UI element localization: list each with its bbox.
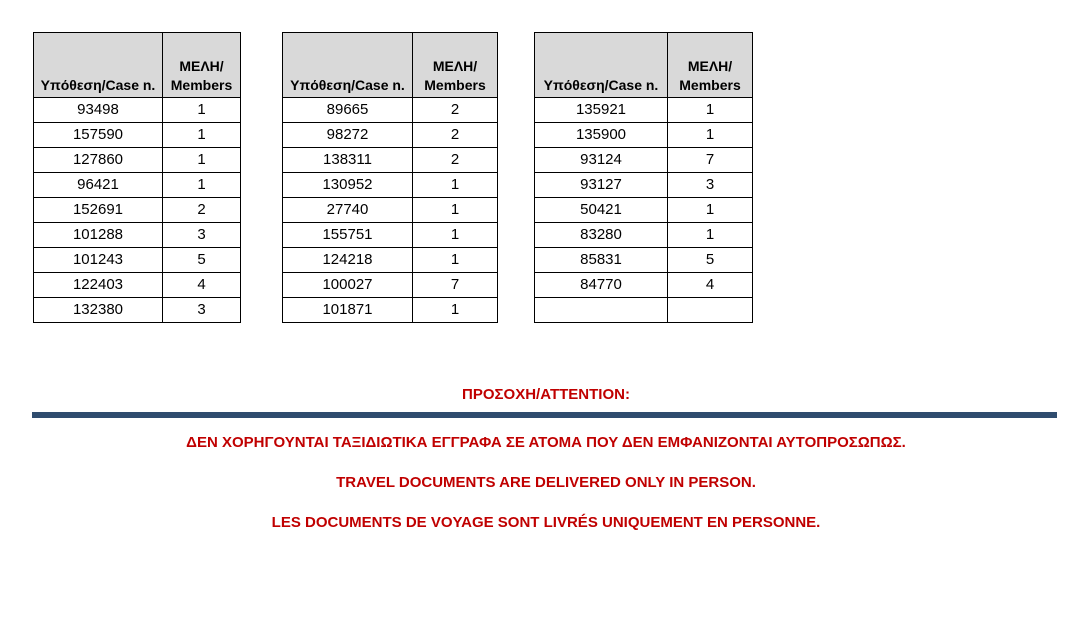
table-row [535,198,753,223]
table-row [34,123,241,148]
members-header-line2: Members [679,77,741,93]
members-header [413,33,498,98]
notice-french: LES DOCUMENTS DE VOYAGE SONT LIVRÉS UNIQUEMENT EN PERSONNE. [271,514,821,531]
table-row [34,248,241,273]
table-row [283,298,498,323]
case-number-cell: 93498 [34,98,163,123]
members-header-line1: ΜΕΛΗ/ [687,58,733,74]
case-number-cell: 135900 [535,123,668,148]
table-row [283,248,498,273]
table-row [34,198,241,223]
members-cell: 3 [163,223,241,248]
table-row [34,223,241,248]
members-header-line1: ΜΕΛΗ/ [432,58,478,74]
members-cell: 1 [163,98,241,123]
case-number-cell: 138311 [283,148,413,173]
table-row [283,123,498,148]
table-row [34,148,241,173]
members-cell: 1 [668,223,753,248]
table-row [535,298,753,323]
table-row [34,173,241,198]
members-cell: 4 [163,273,241,298]
members-cell: 2 [413,123,498,148]
table-row [283,223,498,248]
members-cell: 1 [668,98,753,123]
table-row [283,198,498,223]
case-number-header: Υπόθεση/Case n. [34,33,163,98]
case-number-cell: 101871 [283,298,413,323]
case-table-3 [534,32,753,323]
case-number-cell: 124218 [283,248,413,273]
members-cell: 1 [413,223,498,248]
case-number-cell: 135921 [535,98,668,123]
table-row [283,148,498,173]
members-cell: 1 [163,173,241,198]
case-number-cell: 93127 [535,173,668,198]
members-cell: 4 [668,273,753,298]
case-number-cell: 27740 [283,198,413,223]
members-cell: 7 [413,273,498,298]
members-cell: 1 [163,148,241,173]
case-number-cell: 50421 [535,198,668,223]
members-cell: 2 [163,198,241,223]
members-cell: 5 [668,248,753,273]
members-cell: 7 [668,148,753,173]
members-cell: 2 [413,98,498,123]
table-row [283,173,498,198]
members-cell: 1 [413,248,498,273]
members-header-line1: ΜΕΛΗ/ [179,58,224,74]
case-number-cell: 101243 [34,248,163,273]
case-number-header: Υπόθεση/Case n. [283,33,413,98]
case-number-header: Υπόθεση/Case n. [535,33,668,98]
members-header [163,33,241,98]
table-body [34,98,241,323]
case-number-cell: 93124 [535,148,668,173]
table-row [535,148,753,173]
case-number-cell: 98272 [283,123,413,148]
case-number-cell: 101288 [34,223,163,248]
case-number-cell [535,298,668,323]
case-number-cell: 83280 [535,223,668,248]
notice-greek: ΔΕΝ ΧΟΡΗΓΟΥΝΤΑΙ ΤΑΞΙΔΙΩΤΙΚΑ ΕΓΓΡΑΦΑ ΣΕ ΑΤΟΜΑ ΠΟΥ ΔΕΝ ΕΜΦΑΝΙΖΟΝΤΑΙ ΑΥΤΟΠΡΟΣΩΠΩΣ. [186,434,906,451]
case-number-cell: 152691 [34,198,163,223]
table-body [535,98,753,323]
table-body [283,98,498,323]
case-number-cell: 130952 [283,173,413,198]
table-row [34,98,241,123]
case-number-cell: 84770 [535,273,668,298]
members-cell: 3 [668,173,753,198]
table-row [34,273,241,298]
members-cell: 1 [413,198,498,223]
table-row [535,123,753,148]
table-row [535,273,753,298]
members-cell: 2 [413,148,498,173]
case-number-cell: 127860 [34,148,163,173]
table-row [535,173,753,198]
members-header-line2: Members [170,77,233,93]
table-row [283,273,498,298]
case-number-cell: 96421 [34,173,163,198]
case-number-cell: 157590 [34,123,163,148]
table-row [535,98,753,123]
members-cell: 1 [413,173,498,198]
case-number-cell: 155751 [283,223,413,248]
members-header-line2: Members [424,77,486,93]
case-number-cell: 100027 [283,273,413,298]
members-cell: 1 [413,298,498,323]
members-cell: 1 [163,123,241,148]
members-cell: 3 [163,298,241,323]
table-row [535,248,753,273]
case-table-2 [282,32,498,323]
table-row [34,298,241,323]
case-number-cell: 89665 [283,98,413,123]
notice-english: TRAVEL DOCUMENTS ARE DELIVERED ONLY IN PERSON. [336,474,756,491]
members-cell [668,298,753,323]
case-table-1 [33,32,241,323]
table-row [283,98,498,123]
members-cell: 5 [163,248,241,273]
members-cell: 1 [668,123,753,148]
table-row [535,223,753,248]
attention-heading: ΠΡΟΣΟΧΗ/ATTENTION: [462,386,630,403]
members-cell: 1 [668,198,753,223]
case-number-cell: 122403 [34,273,163,298]
members-header [668,33,753,98]
case-number-cell: 132380 [34,298,163,323]
case-number-cell: 85831 [535,248,668,273]
divider-bar [32,412,1057,418]
